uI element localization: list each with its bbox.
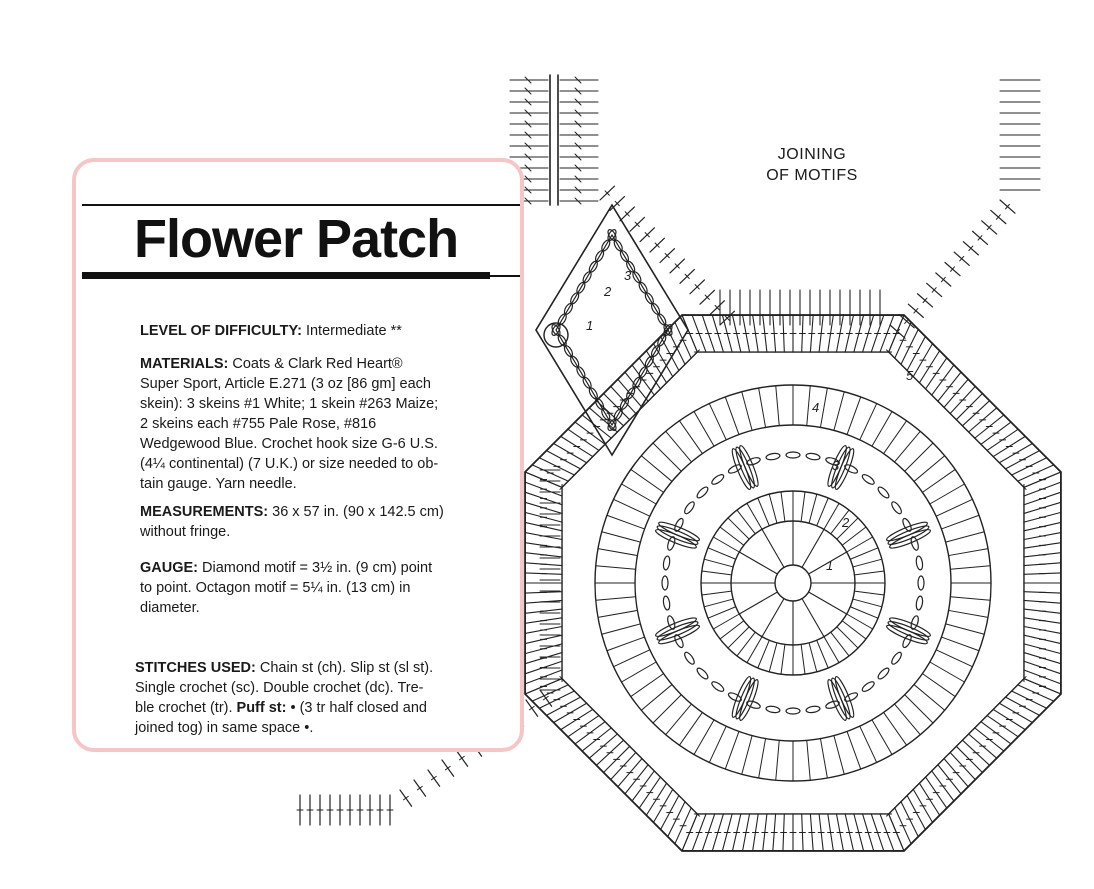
diamond-number-2: 2	[604, 284, 612, 299]
measurements-line: without fringe.	[140, 524, 231, 540]
round-2-stitch	[781, 644, 785, 674]
materials-line: Wedgewood Blue. Crochet hook size G-6 U.S.	[140, 436, 438, 452]
round-4-stitch	[860, 726, 877, 762]
round-4-stitch	[884, 712, 907, 745]
chain-stitch	[918, 576, 924, 590]
materials-line: (4¼ continental) (7 U.K.) or size needed to ob-	[140, 456, 439, 472]
round-4-stitch	[725, 397, 739, 435]
chain-stitch	[663, 556, 671, 571]
stitches-line: ble crochet (tr).	[135, 700, 233, 716]
round-4-stitch	[950, 597, 990, 600]
pattern-card	[72, 158, 524, 752]
materials-line: Super Sport, Article E.271 (3 oz [86 gm] each	[140, 376, 431, 392]
stitches-line: Chain st (ch). Slip st (sl st).	[259, 660, 434, 676]
round-1-stitch	[739, 592, 777, 614]
round-4-stitch	[941, 515, 979, 529]
diagram-label-line-2: OF MOTIFS	[766, 167, 858, 184]
chain-stitch	[806, 453, 821, 461]
round-4-stitch	[653, 443, 681, 471]
round-number-5: 5	[906, 368, 914, 383]
chain-stitch	[766, 453, 781, 461]
stitches-line: Single crochet (sc). Double crochet (dc). Tre-	[135, 680, 424, 696]
stitches-section	[135, 658, 470, 738]
level-text: Intermediate **	[305, 323, 402, 339]
chain-stitch	[662, 576, 668, 590]
materials-line: 2 skeins each #755 Pale Rose, #816	[140, 416, 377, 432]
round-2-stitch	[853, 599, 882, 607]
round-4-stitch	[666, 704, 692, 735]
chain-stitch	[890, 500, 903, 515]
chain-stitch	[915, 556, 923, 571]
bottom-stitch-row	[543, 696, 548, 699]
round-4-stitch	[884, 421, 907, 454]
materials-line: Coats & Clark Red Heart®	[232, 356, 403, 372]
round-4-stitch	[596, 566, 636, 569]
materials-line: skein): 3 skeins #1 White; 1 skein #263 Maize;	[140, 396, 439, 412]
diamond-inner	[556, 235, 668, 425]
round-4-stitch	[834, 736, 844, 775]
stitches-label: STITCHES USED:	[135, 660, 256, 676]
round-2-stitch	[708, 548, 736, 559]
round-4-stitch	[895, 704, 921, 735]
measurements-section	[140, 502, 470, 542]
materials-line: tain gauge. Yarn needle.	[140, 476, 297, 492]
round-4-stitch	[930, 484, 965, 504]
chain-stitch	[876, 666, 890, 680]
round-4-stitch	[949, 549, 988, 556]
round-4-stitch	[666, 431, 692, 462]
round-4-stitch	[598, 549, 637, 556]
round-4-stitch	[759, 739, 766, 778]
round-2-stitch	[850, 548, 878, 559]
round-4-stitch	[860, 404, 877, 440]
pattern-title: Flower Patch	[134, 209, 459, 269]
gauge-line: diameter.	[140, 600, 200, 616]
round-number-3: 3	[832, 458, 840, 473]
round-2-stitch	[809, 643, 817, 672]
round-4-stitch	[950, 566, 990, 569]
round-1-stitch	[802, 529, 824, 567]
puff-stitch-label: Puff st:	[236, 700, 287, 716]
round-number-1: 1	[826, 558, 834, 573]
chain-stitch	[695, 666, 709, 680]
round-4-stitch	[914, 685, 945, 711]
chain-stitch	[766, 705, 781, 713]
round-2-stitch	[708, 607, 736, 618]
round-2-stitch	[704, 599, 733, 607]
round-4-stitch	[922, 469, 955, 492]
round-4-stitch	[742, 736, 752, 775]
round-1-stitch	[739, 552, 777, 574]
round-4-stitch	[679, 421, 702, 454]
round-4-stitch	[709, 726, 726, 762]
gauge-line: to point. Octagon motif = 5¼ in. (13 cm) in	[140, 580, 411, 596]
round-4-stitch	[872, 720, 892, 755]
gauge-line: Diamond motif = 3½ in. (9 cm) point	[202, 560, 433, 576]
gauge-label: GAUGE:	[140, 560, 198, 576]
bottom-stitch-row	[529, 706, 534, 709]
chain-stitch	[710, 473, 725, 486]
round-4-stitch	[759, 388, 766, 427]
round-4-stitch	[709, 404, 726, 440]
round-4-stitch	[820, 388, 827, 427]
round-2-stitch	[758, 498, 769, 526]
round-4-stitch	[694, 412, 714, 447]
round-2-stitch	[801, 644, 805, 674]
round-2-stitch	[817, 640, 828, 668]
round-4-stitch	[742, 392, 752, 431]
round-4-stitch	[946, 532, 985, 542]
round-1-stitch	[762, 599, 784, 637]
round-4-stitch	[602, 532, 641, 542]
round-number-4: 4	[812, 400, 820, 415]
round-4-stitch	[905, 443, 933, 471]
round-4-stitch	[930, 662, 965, 682]
round-4-stitch	[607, 515, 645, 529]
round-2-stitch	[809, 494, 817, 523]
bottom-stitch-row	[417, 786, 422, 789]
round-1-stitch	[802, 599, 824, 637]
round-number-2: 2	[842, 515, 850, 530]
round-1-stitch	[809, 592, 847, 614]
chain-stitch	[806, 705, 821, 713]
round-4-stitch	[914, 456, 945, 482]
round-4-stitch	[598, 610, 637, 617]
chain-stitch	[786, 452, 800, 458]
round-4-stitch	[807, 740, 810, 780]
round-2-stitch	[850, 607, 878, 618]
center-ring	[775, 565, 811, 601]
round-2-stitch	[769, 494, 777, 523]
round-2-stitch	[702, 571, 732, 575]
round-4-stitch	[936, 650, 972, 667]
round-4-stitch	[725, 731, 739, 769]
round-4-stitch	[949, 610, 988, 617]
measurements-line: 36 x 57 in. (90 x 142.5 cm)	[272, 504, 444, 520]
stitches-line: joined tog) in same space •.	[135, 720, 314, 736]
round-4-stitch	[607, 637, 645, 651]
materials-section	[140, 354, 470, 494]
round-2-stitch	[801, 492, 805, 522]
chain-stitch	[710, 680, 725, 693]
round-2-stitch	[781, 492, 785, 522]
chain-stitch	[663, 596, 671, 611]
chain-stitch	[915, 596, 923, 611]
diamond-number-1: 1	[586, 318, 594, 333]
round-4-stitch	[653, 695, 681, 723]
round-4-stitch	[872, 412, 892, 447]
round-4-stitch	[776, 386, 779, 426]
round-4-stitch	[679, 712, 702, 745]
stitches-line: • (3 tr half closed and	[290, 700, 427, 716]
round-4-stitch	[936, 499, 972, 516]
level-section	[140, 321, 470, 341]
round-4-stitch	[905, 695, 933, 723]
round-4-stitch	[941, 637, 979, 651]
round-2-stitch	[702, 591, 732, 595]
round-4-stitch	[807, 386, 810, 426]
bottom-stitch-row	[445, 766, 450, 769]
round-4-stitch	[847, 397, 861, 435]
chain-stitch	[695, 485, 709, 499]
round-2-stitch	[769, 643, 777, 672]
chain-stitch	[890, 651, 903, 666]
round-1-stitch	[762, 529, 784, 567]
chain-stitch	[786, 708, 800, 714]
diagram-label-line-1: JOINING	[777, 146, 847, 163]
round-4-stitch	[641, 685, 672, 711]
bottom-stitch-row	[459, 756, 464, 759]
round-4-stitch	[622, 484, 657, 504]
chain-stitch	[683, 500, 696, 515]
chain-stitch	[861, 680, 876, 693]
round-4-stitch	[895, 431, 921, 462]
title-rule-top	[82, 204, 520, 206]
round-4-stitch	[922, 674, 955, 697]
round-4-stitch	[694, 720, 714, 755]
round-4-stitch	[776, 740, 779, 780]
round-4-stitch	[946, 624, 985, 634]
round-4-stitch	[820, 739, 827, 778]
round-4-stitch	[847, 731, 861, 769]
materials-label: MATERIALS:	[140, 356, 229, 372]
title-rule-bottom-thin	[484, 275, 520, 277]
round-2-stitch	[817, 498, 828, 526]
diagram-label	[742, 144, 882, 186]
round-4-stitch	[631, 469, 664, 492]
round-2-stitch	[854, 591, 884, 595]
round-4-stitch	[614, 499, 650, 516]
round-4-stitch	[631, 674, 664, 697]
round-4-stitch	[641, 456, 672, 482]
chain-stitch	[876, 485, 890, 499]
round-4-stitch	[834, 392, 844, 431]
bottom-stitch-row	[403, 796, 408, 799]
chain-stitch	[683, 651, 696, 666]
round-2-stitch	[704, 559, 733, 567]
measurements-label: MEASUREMENTS:	[140, 504, 269, 520]
chain-stitch	[861, 473, 876, 486]
title-rule-bottom	[82, 272, 490, 279]
round-2-stitch	[853, 559, 882, 567]
level-label: LEVEL OF DIFFICULTY:	[140, 323, 302, 339]
round-2-stitch	[758, 640, 769, 668]
round-4-stitch	[622, 662, 657, 682]
round-4-stitch	[602, 624, 641, 634]
round-4-stitch	[596, 597, 636, 600]
round-2-stitch	[854, 571, 884, 575]
round-4-stitch	[614, 650, 650, 667]
diamond-number-3: 3	[624, 268, 632, 283]
bottom-stitch-row	[431, 776, 436, 779]
round-3	[635, 425, 951, 741]
gauge-section	[140, 558, 470, 618]
